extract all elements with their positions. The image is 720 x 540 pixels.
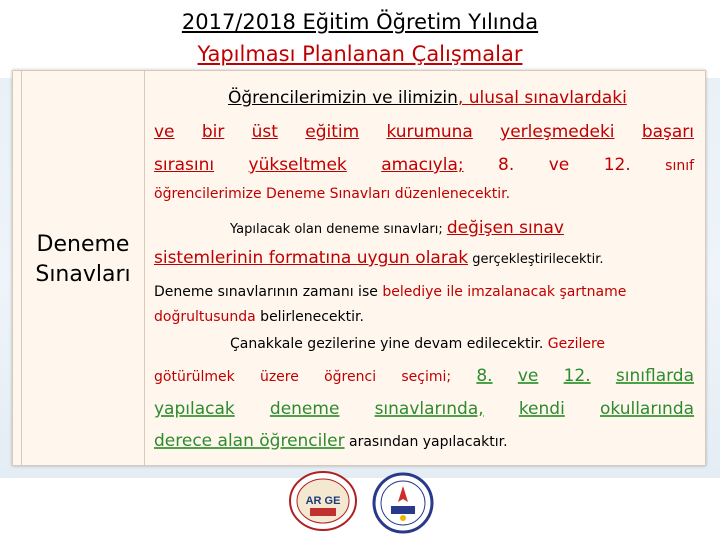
para4-line3: yapılacak deneme sınavlarında, kendi okullarında xyxy=(154,399,695,419)
para3-line2: doğrultusunda belirlenecektir. xyxy=(154,309,364,325)
para2-line2: sistemlerinin formatına uygun olarak gerçekleştirilecektir. xyxy=(154,248,604,268)
page-title: 2017/2018 Eğitim Öğretim Yılında xyxy=(181,10,539,34)
para1-line4: öğrencilerimize Deneme Sınavları düzenlenecektir. xyxy=(154,186,511,202)
para1-line2: ve bir üst eğitim kurumuna yerleşmedeki başarı xyxy=(154,122,695,142)
para1-line3: sırasını yükseltmek amacıyla; 8. ve 12. sınıf xyxy=(154,155,695,175)
para1-line1: Öğrencilerimizin ve ilimizin, ulusal sınavlardaki xyxy=(228,88,627,108)
para2-line1: Yapılacak olan deneme sınavları; değişen sınav xyxy=(230,218,564,238)
arge-logo-icon xyxy=(288,470,358,532)
section-label-line1: Deneme xyxy=(36,232,130,257)
arge-text: AR GE xyxy=(305,495,341,507)
section-label xyxy=(21,230,145,290)
section-label-line2: Sınavları xyxy=(35,262,131,287)
para4-line2: götürülmek üzere öğrenci seçimi; 8. ve 12. sınıflarda xyxy=(154,366,695,386)
para3-line1: Deneme sınavlarının zamanı ise belediye ile imzalanacak şartname xyxy=(154,284,627,300)
para4-line1: Çanakkale gezilerine yine devam edilecektir. Gezilere xyxy=(230,336,606,352)
para4-line4: derece alan öğrenciler arasından yapılacaktır. xyxy=(154,431,508,451)
meb-logo-icon xyxy=(372,472,434,534)
page-subtitle: Yapılması Planlanan Çalışmalar xyxy=(197,42,523,66)
